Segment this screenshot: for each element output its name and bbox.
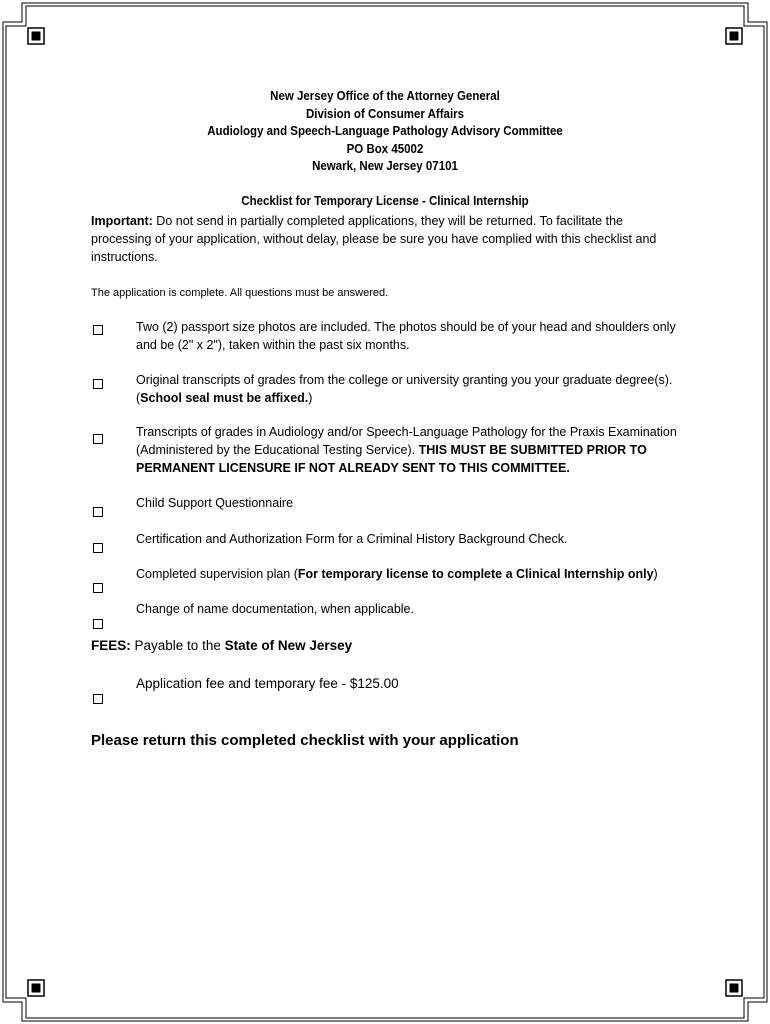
item-praxis: Transcripts of grades in Audiology and/or Speech-Language Pathology for the Praxis Examination (Administered by the Educational Testing Service). THIS MUST BE SUBMITTED PRIOR TO PERMANENT LICENSURE IF NOT ALREADY SENT TO THIS COMMITTEE. — [136, 425, 677, 475]
closing-instruction: Please return this completed checklist with your application — [91, 732, 519, 749]
fees-label: FEES: — [91, 638, 131, 653]
city-address: Newark, New Jersey 07101 — [312, 159, 458, 173]
agency-name: New Jersey Office of the Attorney General — [270, 89, 500, 103]
important-label: Important: — [91, 214, 153, 228]
checkbox-transcripts[interactable] — [93, 379, 103, 389]
checkbox-supervision-plan[interactable] — [93, 583, 103, 593]
item-background-check: Certification and Authorization Form for a Criminal History Background Check. — [136, 532, 568, 546]
important-notice — [91, 212, 681, 266]
committee-name: Audiology and Speech-Language Pathology Advisory Committee — [207, 124, 563, 138]
po-box: PO Box 45002 — [346, 141, 424, 156]
fees-line: FEES: Payable to the State of New Jersey — [91, 638, 353, 653]
division-name: Division of Consumer Affairs — [305, 106, 465, 121]
item-transcripts: Original transcripts of grades from the college or university granting you your graduate degree(s). (School seal must be affixed.) — [136, 373, 673, 405]
item-supervision-plan: Completed supervision plan (For temporary license to complete a Clinical Internship only) — [136, 567, 658, 581]
checkbox-background-check[interactable] — [93, 543, 103, 553]
checkbox-photos[interactable] — [93, 325, 103, 335]
item-fee: Application fee and temporary fee - $125.00 — [136, 676, 399, 691]
important-text: Do not send in partially completed applications, they will be returned. To facilitate the processing of your application, without delay, please be sure you have complied with this checklist and instructions. — [91, 214, 657, 264]
checkbox-child-support[interactable] — [93, 507, 103, 517]
complete-note: The application is complete. All questions must be answered. — [91, 287, 389, 299]
item-photos: Two (2) passport size photos are included. The photos should be of your head and shoulders only and be (2" x 2"), taken within the past six months. — [136, 320, 676, 352]
fees-payee: State of New Jersey — [224, 638, 353, 653]
item-child-support: Child Support Questionnaire — [136, 496, 294, 510]
item-name-change: Change of name documentation, when applicable. — [136, 602, 414, 616]
checkbox-praxis[interactable] — [93, 434, 103, 444]
document-title: Checklist for Temporary License - Clinical Internship — [241, 194, 529, 208]
checkbox-name-change[interactable] — [93, 619, 103, 629]
checkbox-fee[interactable] — [93, 694, 103, 704]
